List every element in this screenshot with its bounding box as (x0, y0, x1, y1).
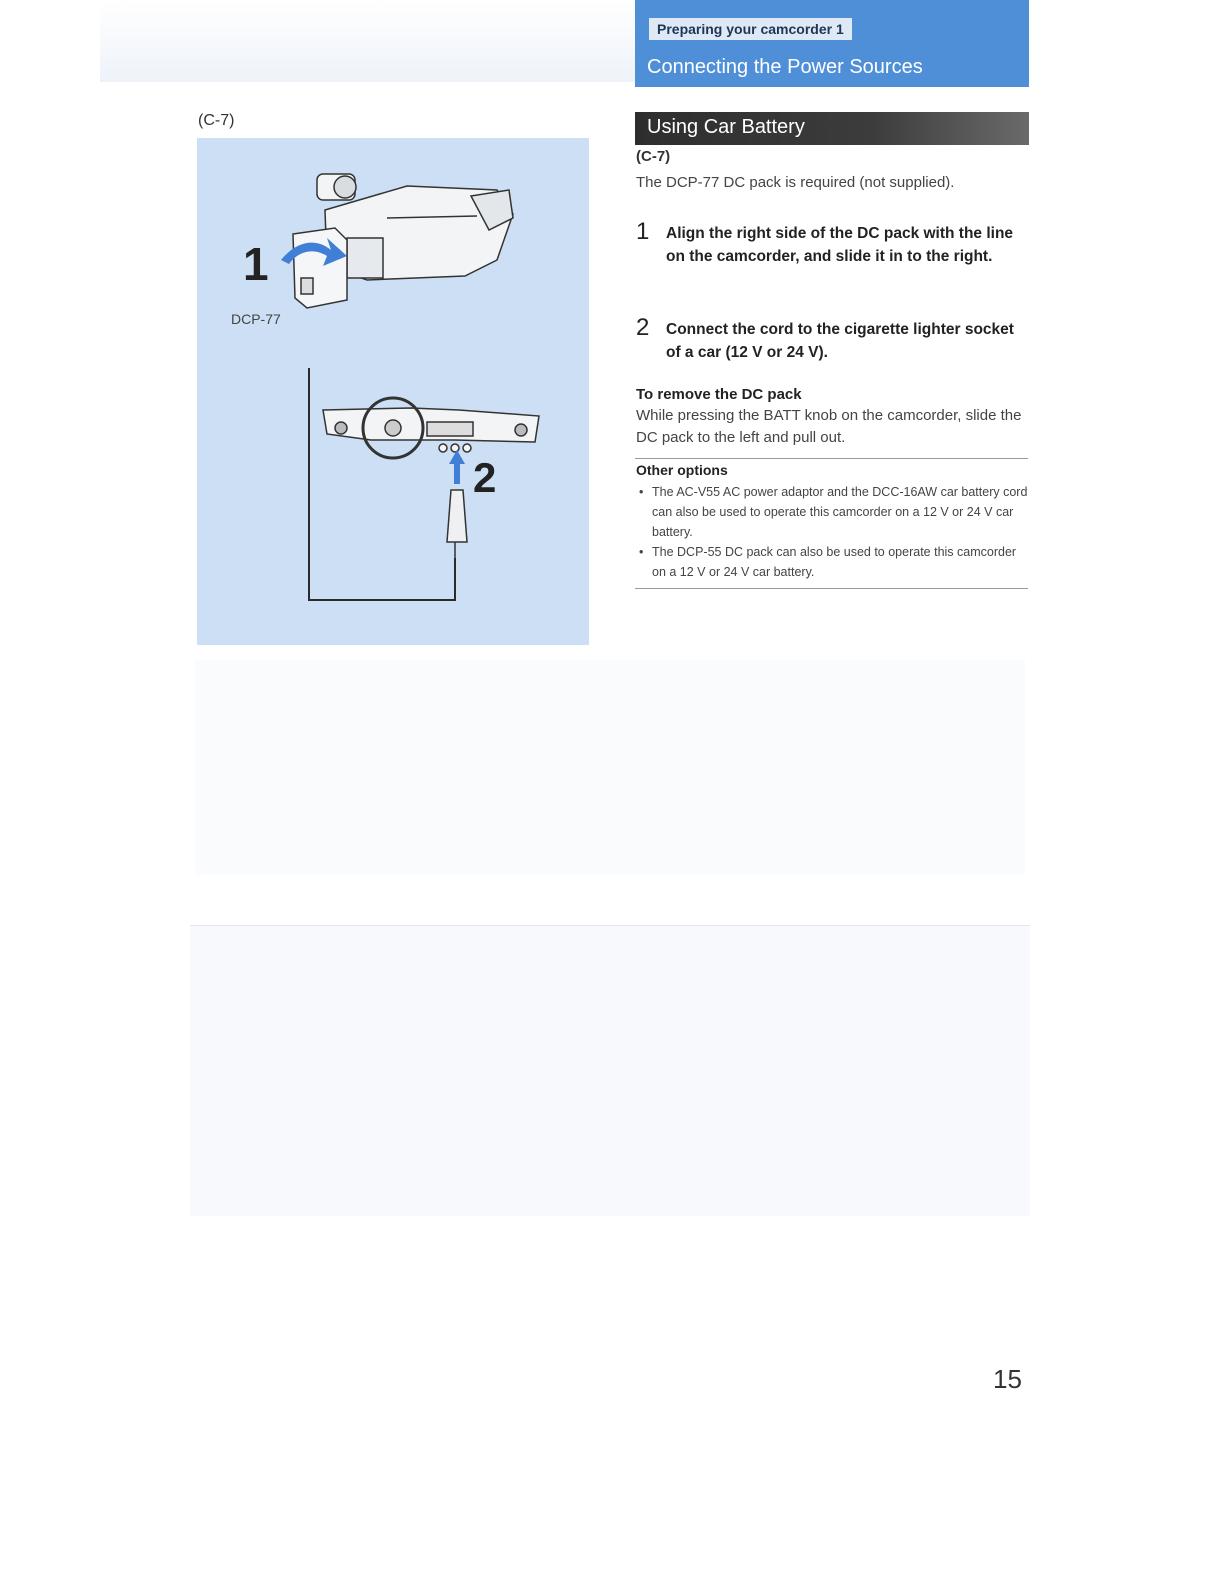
remove-text: While pressing the BATT knob on the camcorder, slide the DC pack to the left and pull out. (636, 407, 1022, 446)
callout-1: 1 (243, 238, 269, 290)
page-title: Connecting the Power Sources (647, 56, 923, 78)
divider (635, 458, 1028, 459)
bullet-icon: • (639, 545, 644, 559)
illustration (197, 138, 589, 645)
list-item: • The AC-V55 AC power adaptor and the DCC-16AW car battery cord can also be used to operate this camcorder on a 12 V or 24 V car battery. (636, 482, 1028, 542)
part-label-dcp77: DCP-77 (231, 311, 281, 327)
step-text: Connect the cord to the cigarette lighter socket of a car (12 V or 24 V). (666, 321, 1014, 361)
background-shade-lower (190, 925, 1030, 1216)
options-heading: Other options (636, 462, 728, 478)
page-header (635, 0, 1029, 87)
page-number: 15 (993, 1364, 1022, 1394)
section-label: Preparing your camcorder 1 (649, 18, 852, 40)
power-cable (309, 368, 455, 600)
bullet-icon: • (639, 485, 644, 499)
car-battery-illustration (197, 138, 589, 645)
divider (635, 588, 1028, 589)
section-subtitle-bar (635, 112, 1029, 145)
insert-arrow-icon (449, 450, 465, 484)
list-item: • The DCP-55 DC pack can also be used to operate this camcorder on a 12 V or 24 V car battery. (636, 542, 1028, 582)
callout-2: 2 (473, 454, 497, 501)
step-text: Align the right side of the DC pack with the line on the camcorder, and slide it in to the right. (666, 225, 1014, 265)
content-reference: (C-7) (636, 148, 671, 165)
step-number: 2 (636, 314, 650, 341)
step-number: 1 (636, 218, 650, 245)
section-subtitle: Using Car Battery (647, 116, 805, 138)
figure-reference: (C-7) (198, 112, 235, 129)
car-dashboard-drawing (323, 398, 539, 458)
background-shade-top (100, 0, 640, 82)
background-shade-middle (195, 660, 1025, 875)
dc-pack-drawing (293, 228, 347, 308)
intro-text: The DCP-77 DC pack is required (not supplied). (636, 174, 955, 191)
options-list (636, 482, 1028, 582)
cigarette-plug-drawing (447, 490, 467, 558)
remove-heading: To remove the DC pack (636, 386, 802, 403)
